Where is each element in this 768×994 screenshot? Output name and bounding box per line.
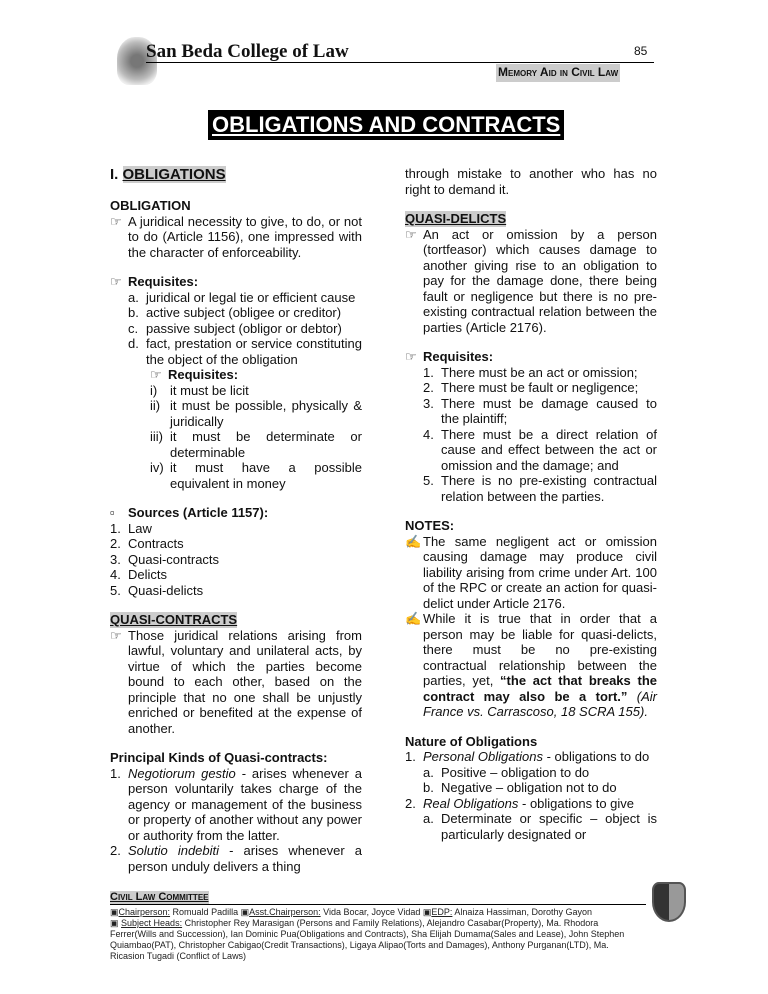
list-text: active subject (obligee or creditor) [146,305,342,320]
list-marker: c. [128,320,139,336]
list-marker: 1. [110,520,121,536]
nature-heading: Nature of Obligations [405,733,538,749]
list-text: Law [128,520,152,536]
pointing-hand-icon: ☞ [110,274,122,289]
list-marker: b. [423,780,434,795]
list-marker: ii) [150,398,161,413]
list-marker: 5. [423,473,434,488]
list-number: 2. [405,795,416,811]
page-title: OBLIGATIONS AND CONTRACTS [208,110,564,140]
list-item [423,811,657,842]
footer-rule [110,904,646,905]
book-icon: ▣ [422,907,432,917]
list-item [128,290,362,306]
section-number: I. [110,166,123,183]
list-item [423,396,657,427]
list-item [423,780,657,796]
edp-label: EDP: [431,907,453,917]
book-icon: ▣ [110,907,119,917]
list-item [423,380,657,396]
list-item [110,552,362,568]
right-column [405,166,657,874]
list-text: Contracts [128,536,184,551]
list-item [110,521,362,537]
nature-block [405,734,657,843]
book-icon: ▣ [110,918,119,928]
note-item [423,611,657,720]
list-item [423,473,657,504]
list-marker: d. [128,336,139,351]
list-marker: iii) [150,429,163,444]
list-text: it must be licit [170,382,249,398]
list-text: fact, prestation or service constituting the object of the obligation [146,336,362,367]
personal-list [423,765,657,796]
list-marker: i) [150,382,158,398]
kind-text: - arises whenever a person voluntarily takes charge of the agency or management of the business or property of another without any power or authority from the latter. [128,765,362,843]
principal-kinds-heading: Principal Kinds of Quasi-contracts: [110,750,328,765]
footer-seal-logo [652,882,686,922]
left-column [110,166,362,874]
list-text: juridical or legal tie or efficient cause [146,289,356,305]
footer-credits [110,907,630,962]
notes-heading: NOTES: [405,518,455,533]
qd-requisites-block [405,349,657,504]
edp-names: Alnaiza Hassiman, Dorothy Gayon [452,907,592,917]
list-number: 2. [110,843,121,858]
note-quote: “the act that breaks the contract may also be a tort.” [423,673,657,704]
obligation-block [110,198,362,260]
note-item: The same negligent act or omission causing damage may produce civil liability arising from crime under Art. 100 of the RPC or create an action for quasi-delict under Article 2176. [423,533,657,611]
section-title: OBLIGATIONS [122,166,226,183]
book-icon: ▣ [240,907,250,917]
requisites-block [110,274,362,491]
list-text: it must be possible, physically & juridically [170,398,362,429]
page-number: 85 [634,44,648,58]
notes-block [405,518,657,720]
list-text: There must be an act or omission; [441,364,638,380]
list-marker: b. [128,305,139,320]
list-text: There must be a direct relation of cause and effect between the act or omission and the damage; and [441,426,657,473]
list-item [150,398,362,429]
list-marker: 2. [110,536,121,551]
list-text: passive subject (obligor or debtor) [146,320,342,336]
list-marker: 3. [110,551,121,567]
sources-heading: Sources (Article 1157): [128,505,269,520]
list-marker: 4. [110,567,121,582]
asst-label: Asst.Chairperson: [249,907,321,917]
list-item [110,583,362,599]
list-item [128,336,362,367]
list-item [423,427,657,474]
quasi-delicts-heading: QUASI-DELICTS [405,211,507,226]
quasi-contracts-definition: Those juridical relations arising from lawful, voluntary and unilateral acts, by virtue of which the parties become bound to each other, based on the principle that no one shall be unjustly enriched or benefited at the expense of another. [128,627,362,736]
sources-block [110,505,362,598]
pointing-hand-icon: ☞ [110,213,122,229]
list-text: Quasi-contracts [128,551,220,567]
nature-text: - obligations to give [518,795,635,811]
list-marker: a. [423,811,434,826]
list-item [150,460,362,491]
obligation-heading: OBLIGATION [110,198,191,213]
section-heading [110,166,362,184]
nature-term: Personal Obligations [423,749,543,764]
quasi-contracts-heading: QUASI-CONTRACTS [110,612,238,627]
list-text: There is no pre-existing contractual relation between the parties. [441,473,657,504]
list-text: There must be damage caused to the plaintiff; [441,395,657,426]
kind-term: Solutio indebiti [128,843,220,858]
list-marker: 4. [423,426,434,442]
list-marker: 5. [110,582,121,598]
list-item [110,536,362,552]
list-text: it must have a possible equivalent in money [170,460,362,491]
obligation-definition: A juridical necessity to give, to do, or not to do (Article 1156), one impressed with the character of enforceability. [128,213,362,260]
list-item [150,429,362,460]
requisites-heading: Requisites: [128,274,199,289]
list-marker: 3. [423,395,434,411]
list-text: Negative – obligation not to do [441,780,617,795]
list-number: 1. [110,765,121,781]
list-item [128,305,362,321]
nature-text: - obligations to do [542,749,650,764]
list-item [423,765,657,781]
school-name: San Beda College of Law [146,41,349,62]
requisites-list [128,290,362,368]
chair-label: Chairperson: [118,907,171,917]
list-item [128,321,362,337]
principal-kinds-block [110,750,362,874]
list-marker: iv) [150,460,164,475]
kind-term: Negotiorum gestio [128,765,236,781]
pencil-icon: ✍ [405,533,422,549]
header-subtitle: Memory Aid in Civil Law [496,64,620,82]
quasi-delicts-block [405,211,657,335]
list-text: Positive – obligation to do [441,764,590,780]
quasi-delicts-definition: An act or omission by a person (tortfeasor) which causes damage to another giving rise to an obligation to pay for the damage done, there being fault or negligence but there is no pre-existing contractual relation between the parties (Article 2176). [423,226,657,335]
sub-requisites-list [150,383,362,492]
list-marker: 2. [423,380,434,395]
quasi-contracts-block [110,612,362,736]
sub-requisites-heading: Requisites: [168,367,239,382]
pointing-hand-icon: ☞ [150,367,162,382]
pencil-icon: ✍ [405,611,422,626]
list-item [423,365,657,381]
pointing-hand-icon: ☞ [405,226,417,242]
square-bullet-icon: ▫ [110,505,115,520]
requisites-heading: Requisites: [423,349,494,364]
pointing-hand-icon: ☞ [110,627,122,643]
list-item [150,383,362,399]
footer-title: Civil Law Committee [110,891,209,903]
list-marker: 1. [423,364,434,380]
list-text: Quasi-delicts [128,582,204,598]
list-text: Delicts [128,567,168,582]
real-list [423,811,657,842]
nature-term: Real Obligations [423,795,519,811]
list-item [110,567,362,583]
chair-names: Romuald Padilla [170,907,241,917]
note-text: While it is true that in order that a person may be liable for quasi-delicts, there must be no pre-existing contractual relationship between the parties, yet, [423,611,657,688]
requisites-list [423,365,657,505]
list-text: it must be determinate or determinable [170,429,362,460]
note-citation: (Air France vs. Carrascoso, 18 SCRA 155). [423,688,657,719]
two-column-body [110,0,768,874]
list-marker: a. [423,764,434,780]
heads-names: Christopher Rey Marasigan (Persons and Family Relations), Alejandro Casabar(Property), Ma. Rhodora Ferrer(Wills and Succession), Ian Dominic Pua(Obligations and Contracts), Sha Elijah Dumama(Sales and Lease), John Stephen Quiambao(PAT), Christopher Cabigao(Credit Transactions), Ligaya Alipao(Torts and Damages), Anthony Purganan(LTD), Ma. Ricasion Tugadi (Conflict of Laws) [110,918,625,961]
list-number: 1. [405,749,416,764]
sources-list [110,521,362,599]
heads-label: Subject Heads: [121,918,183,928]
list-text: Determinate or specific – object is particularly designated or [441,811,657,842]
continued-text: through mistake to another who has no right to demand it. [405,166,657,197]
list-marker: a. [128,289,139,305]
footer [110,888,690,982]
pointing-hand-icon: ☞ [405,349,417,364]
asst-names: Vida Bocar, Joyce Vidad [320,907,423,917]
sub-requisites [150,367,362,491]
kind-text: - arises whenever a person unduly delivers a thing [128,843,362,874]
list-text: There must be fault or negligence; [441,380,639,395]
